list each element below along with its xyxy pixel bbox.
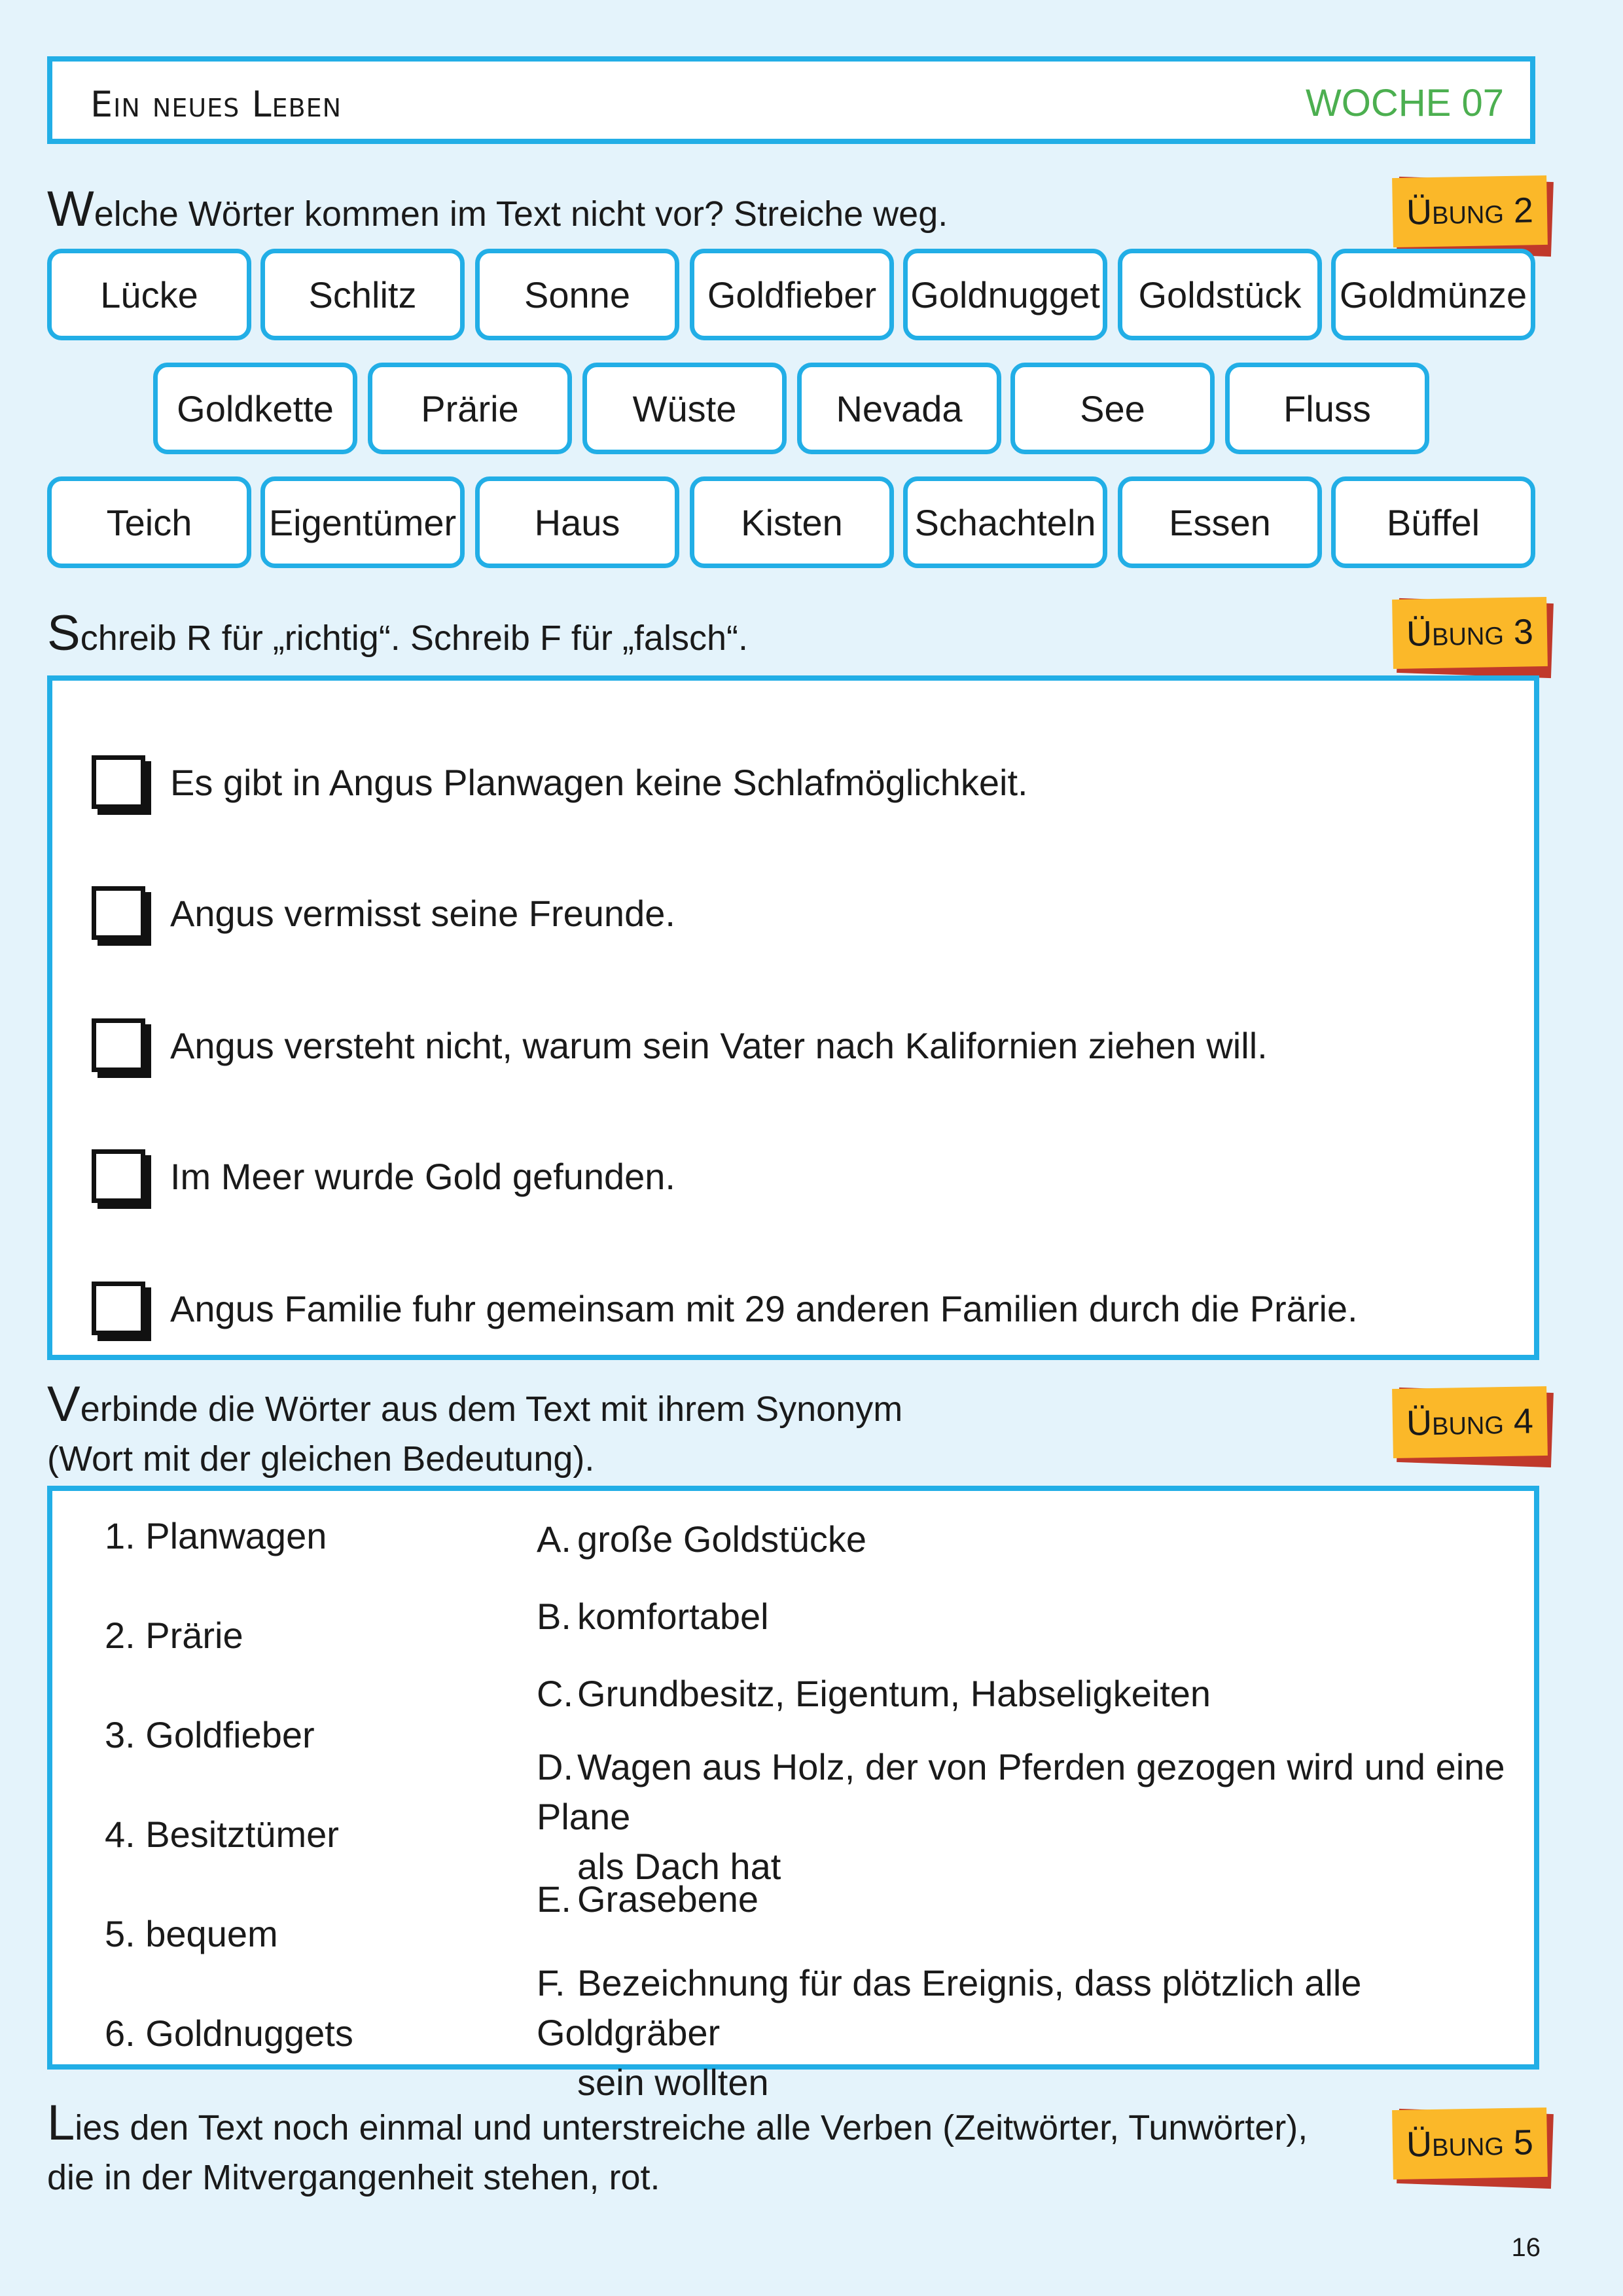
synonym-match-box: [47, 1486, 1539, 2103]
answer-checkbox[interactable]: [92, 755, 145, 809]
match-word: 6. Goldnuggets: [105, 2013, 353, 2054]
statement-row: [92, 746, 1028, 818]
definition-key: E.: [537, 1878, 571, 1920]
ex5-badge-label: Übung 5: [1392, 2108, 1548, 2179]
ex5-instruction-line2: die in der Mitvergangenheit stehen, rot.: [47, 2158, 660, 2197]
statement-text: Angus Familie fuhr gemeinsam mit 29 anderen Familien durch die Prärie.: [170, 1287, 1358, 1329]
statement-row: [92, 877, 675, 949]
match-definition: [537, 1592, 1518, 1641]
word-tile[interactable]: Essen: [1118, 476, 1322, 568]
ex2-badge: [1391, 175, 1555, 254]
ex2-instruction: Welche Wörter kommen im Text nicht vor? Streiche weg.: [47, 181, 948, 237]
definition-key: D.: [537, 1746, 573, 1787]
true-false-box: [47, 675, 1539, 1360]
ex5-instruction: [47, 2095, 1308, 2202]
word-tile[interactable]: Lücke: [47, 249, 251, 340]
answer-checkbox[interactable]: [92, 1282, 145, 1335]
definition-text: komfortabel: [577, 1596, 769, 1637]
statement-row: [92, 1272, 1358, 1344]
word-tile[interactable]: Sonne: [475, 249, 679, 340]
statement-row: [92, 1009, 1268, 1081]
statement-row: [92, 1140, 675, 1212]
word-tile[interactable]: Goldfieber: [690, 249, 894, 340]
word-tile[interactable]: Eigentümer: [260, 476, 465, 568]
header-box: [47, 56, 1535, 144]
ex2-badge-label: Übung 2: [1392, 175, 1548, 247]
definition-text: Wagen aus Holz, der von Pferden gezogen wird und eine Plane: [537, 1746, 1505, 1837]
word-tile[interactable]: Goldmünze: [1331, 249, 1535, 340]
word-tile[interactable]: Nevada: [797, 363, 1001, 454]
page-number: 16: [1511, 2233, 1541, 2262]
word-tile[interactable]: Goldkette: [153, 363, 357, 454]
ex5-instruction-line1: Lies den Text noch einmal und unterstreiche alle Verben (Zeitwörter, Tunwörter),: [47, 2095, 1308, 2151]
ex3-instruction: Schreib R für „richtig“. Schreib F für „falsch“.: [47, 605, 748, 661]
definition-text-continued: als Dach hat: [577, 1846, 781, 1887]
statement-text: Im Meer wurde Gold gefunden.: [170, 1155, 675, 1197]
answer-checkbox[interactable]: [92, 886, 145, 940]
match-definition: [537, 1874, 1518, 1924]
match-word: 4. Besitztümer: [105, 1814, 339, 1855]
match-word: 1. Planwagen: [105, 1515, 327, 1556]
ex5-badge: [1391, 2108, 1555, 2186]
answer-checkbox[interactable]: [92, 1018, 145, 1072]
ex4-badge-label: Übung 4: [1392, 1386, 1548, 1458]
definition-text: Bezeichnung für das Ereignis, dass plötzlich alle Goldgräber: [537, 1962, 1362, 2053]
statement-text: Es gibt in Angus Planwagen keine Schlafmöglichkeit.: [170, 761, 1028, 803]
definition-key: B.: [537, 1596, 571, 1637]
word-tile[interactable]: Kisten: [690, 476, 894, 568]
statement-text: Angus vermisst seine Freunde.: [170, 892, 675, 934]
page-title: Ein neues Leben: [90, 84, 342, 125]
match-definition: [537, 1515, 1518, 1564]
word-tile[interactable]: Prärie: [368, 363, 572, 454]
ex4-instruction-line2: (Wort mit der gleichen Bedeutung).: [47, 1439, 595, 1479]
match-word: 3. Goldfieber: [105, 1714, 315, 1755]
definition-text-continued: sein wollten: [577, 2062, 769, 2103]
word-tile[interactable]: Büffel: [1331, 476, 1535, 568]
ex3-badge: [1391, 597, 1555, 675]
match-definition: [537, 1669, 1518, 1719]
definition-text: Grundbesitz, Eigentum, Habseligkeiten: [577, 1673, 1211, 1714]
word-tile[interactable]: Goldnugget: [903, 249, 1107, 340]
match-definition: [537, 1742, 1518, 1892]
match-word: 5. bequem: [105, 1913, 278, 1954]
word-tile[interactable]: Schlitz: [260, 249, 465, 340]
ex4-instruction-line1: Verbinde die Wörter aus dem Text mit ihrem Synonym: [47, 1376, 903, 1432]
word-tile[interactable]: Schachteln: [903, 476, 1107, 568]
definition-key: C.: [537, 1673, 573, 1714]
definition-key: A.: [537, 1518, 571, 1560]
week-label: WOCHE 07: [1306, 82, 1504, 124]
match-definition: [537, 1958, 1518, 2108]
word-tile[interactable]: Wüste: [582, 363, 787, 454]
ex3-badge-label: Übung 3: [1392, 597, 1548, 669]
word-tile[interactable]: Fluss: [1225, 363, 1429, 454]
statement-text: Angus versteht nicht, warum sein Vater nach Kalifornien ziehen will.: [170, 1024, 1268, 1066]
ex4-badge: [1391, 1386, 1555, 1465]
answer-checkbox[interactable]: [92, 1149, 145, 1203]
definition-text: große Goldstücke: [577, 1518, 866, 1560]
word-tile[interactable]: Goldstück: [1118, 249, 1322, 340]
word-tile[interactable]: Haus: [475, 476, 679, 568]
word-tile[interactable]: See: [1010, 363, 1215, 454]
definition-key: F.: [537, 1962, 565, 2003]
word-tile[interactable]: Teich: [47, 476, 251, 568]
match-word: 2. Prärie: [105, 1615, 243, 1656]
definition-text: Grasebene: [577, 1878, 759, 1920]
ex4-instruction: [47, 1376, 903, 1484]
